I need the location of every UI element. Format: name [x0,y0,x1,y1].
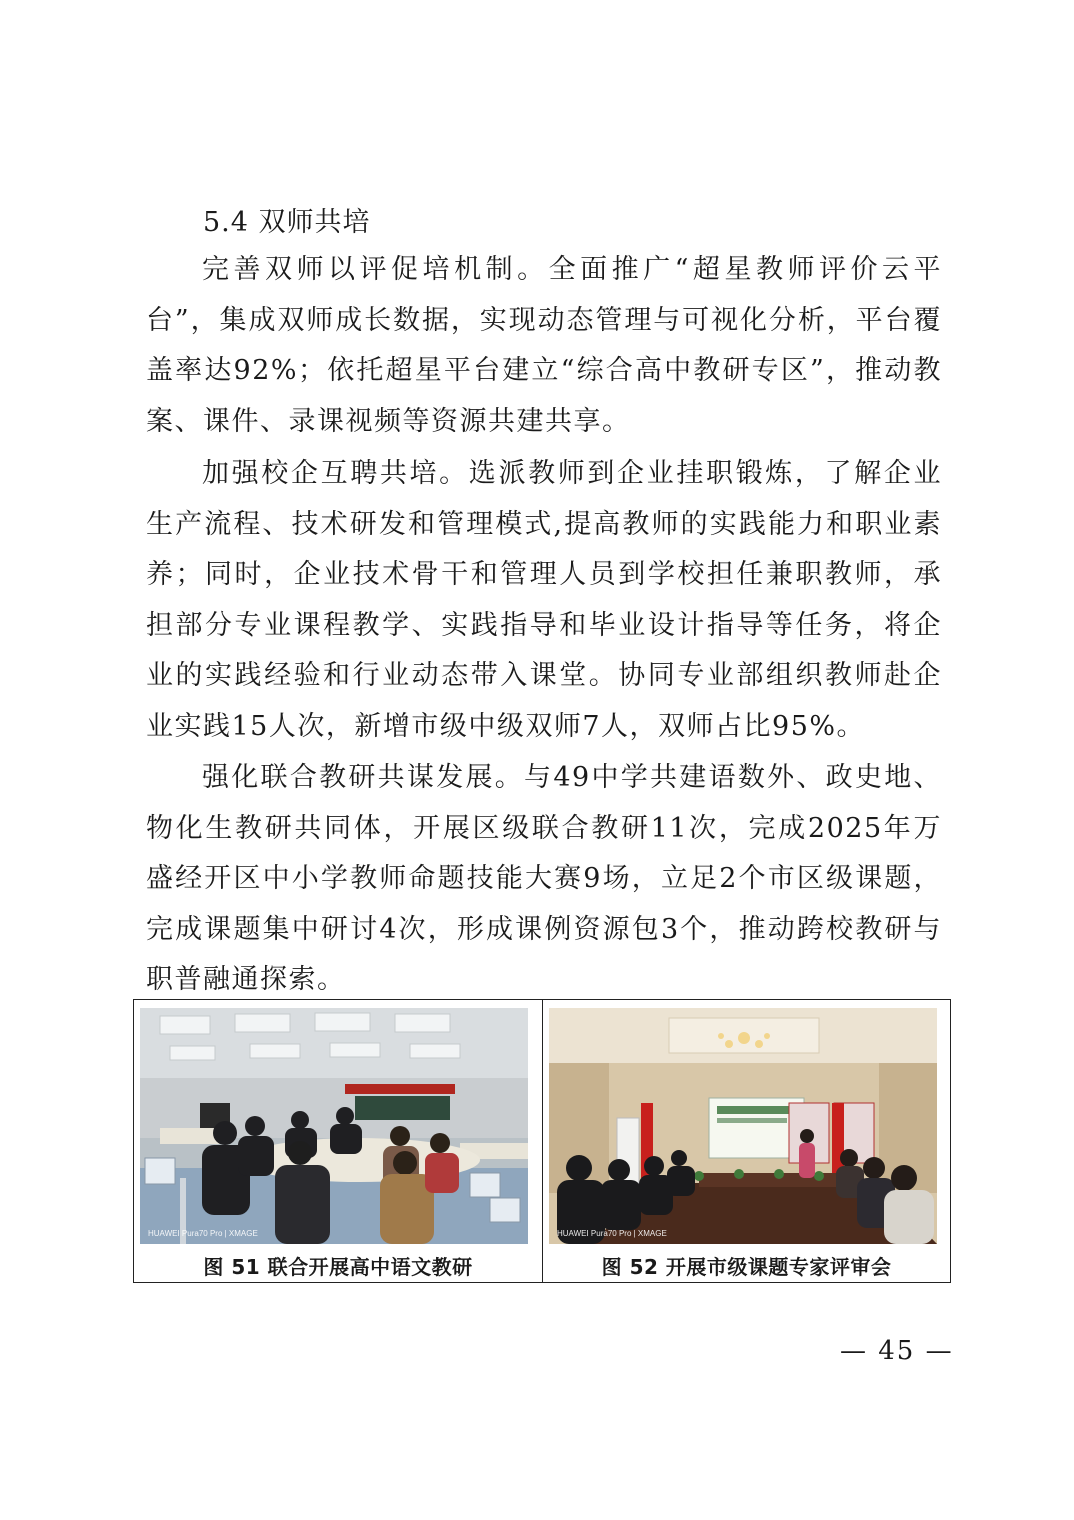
figure-caption: 图 52 开展市级课题专家评审会 [601,1255,892,1279]
paragraph-school-enterprise: 加强校企互聘共培。选派教师到企业挂职锻炼，了解企业生产流程、技术研发和管理模式,提高教师的实践能力和职业素养；同时，企业技术骨干和管理人员到学校担任兼职教师，承担部分专业课程教学、实践指导和毕业设计指导等任务，将企业的实践经验和行业动态带入课堂。协同专业部组织教师赴企业实践15人次，新增市级中级双师7人，双师占比95%。 [146,458,942,742]
paragraph-teacher-evaluation: 完善双师以评促培机制。全面推广“超星教师评价云平台”，集成双师成长数据，实现动态管理与可视化分析，平台覆盖率达92%；依托超星平台建立“综合高中教研专区”，推动教案、课件、录课视频等资源共建共享。 [146,254,942,437]
paragraph-joint-research: 强化联合教研共谋发展。与49中学共建语数外、政史地、物化生教研共同体，开展区级联合教研11次，完成2025年万盛经开区中小学教师命题技能大赛9场，立足2个市区级课题，完成课题集中研讨4次，形成课例资源包3个，推动跨校教研与职普融通探索。 [146,762,942,995]
camera-watermark: HUAWEI Pura70 Pro | XMAGE [148,1229,258,1238]
figure-51 [134,1000,542,1282]
figure-52 [542,1000,950,1282]
figure-table [133,999,951,1283]
page-number: — 45 — [840,1336,954,1366]
camera-watermark: HUAWEI Pura70 Pro | XMAGE [557,1229,667,1238]
photo-chinese-teaching-research [140,1008,528,1244]
section-title: 5.4 双师共培 [203,207,371,238]
figure-caption: 图 51 联合开展高中语文教研 [203,1255,473,1279]
photo-expert-review-meeting [549,1008,937,1244]
